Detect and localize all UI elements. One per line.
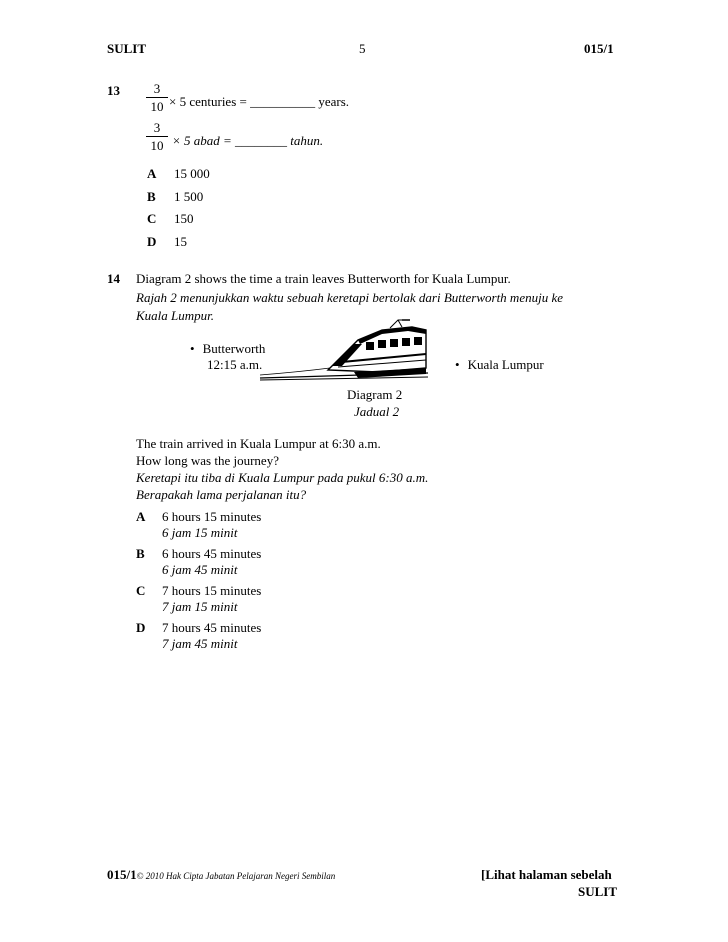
q13-english-line: × 5 centuries = __________ years. — [169, 94, 350, 109]
option-letter: C — [147, 211, 157, 226]
q14-question-malay-1: Keretapi itu tiba di Kuala Lumpur pada pukul 6:30 a.m. — [136, 470, 429, 485]
option-letter: B — [147, 189, 156, 204]
q14-stem-english: Diagram 2 shows the time a train leaves Butterworth for Kuala Lumpur. — [136, 271, 511, 286]
option-malay: 7 jam 45 minit — [162, 636, 238, 651]
q13-fraction-1 — [146, 81, 168, 114]
q14-question-english-1: The train arrived in Kuala Lumpur at 6:30 a.m. — [136, 436, 381, 451]
option-text: 15 — [174, 234, 187, 249]
option-text: 150 — [174, 211, 194, 226]
butterworth-label — [190, 341, 265, 357]
q13-number: 13 — [107, 83, 120, 98]
header-left: SULIT — [107, 41, 147, 56]
fraction-numerator: 3 — [153, 81, 161, 96]
option-letter: D — [136, 620, 146, 635]
option-english: 7 hours 15 minutes — [162, 583, 262, 598]
option-letter: B — [136, 546, 145, 561]
q14-stem-malay-cont: Kuala Lumpur. — [136, 308, 215, 323]
kuala-lumpur-label — [455, 357, 544, 373]
train-illustration — [258, 318, 430, 384]
option-letter: D — [147, 234, 157, 249]
footer-code: 015/1 — [107, 867, 137, 882]
q14-stem-malay: Rajah 2 menunjukkan waktu sebuah keretapi bertolak dari Butterworth menuju ke — [136, 290, 563, 305]
option-letter: C — [136, 583, 146, 598]
departure-time: 12:15 a.m. — [207, 357, 263, 372]
q14-question-malay-2: Berapakah lama perjalanan itu? — [136, 487, 307, 502]
header-right: 015/1 — [584, 41, 614, 56]
to-city: Kuala Lumpur — [467, 357, 544, 372]
option-text: 15 000 — [174, 166, 210, 181]
footer-sulit: SULIT — [578, 884, 618, 899]
q13-fraction-2 — [146, 120, 168, 153]
option-malay: 6 jam 45 minit — [162, 562, 238, 577]
option-malay: 6 jam 15 minit — [162, 525, 238, 540]
q13-malay-line: × 5 abad = ________ tahun. — [172, 133, 324, 148]
option-malay: 7 jam 15 minit — [162, 599, 238, 614]
footer-next-page: [Lihat halaman sebelah — [481, 867, 612, 882]
option-text: 1 500 — [174, 189, 204, 204]
option-english: 6 hours 15 minutes — [162, 509, 262, 524]
diagram-caption-malay: Jadual 2 — [354, 404, 400, 419]
page-number: 5 — [359, 41, 366, 56]
diagram-caption: Diagram 2 — [347, 387, 403, 402]
from-city: Butterworth — [202, 341, 266, 356]
option-english: 7 hours 45 minutes — [162, 620, 262, 635]
footer-copyright: © 2010 Hak Cipta Jabatan Pelajaran Negeri Sembilan — [136, 871, 336, 881]
fraction-denominator: 10 — [150, 138, 164, 153]
option-english: 6 hours 45 minutes — [162, 546, 262, 561]
option-letter: A — [147, 166, 157, 181]
option-letter: A — [136, 509, 146, 524]
footer-left — [107, 867, 335, 883]
q14-number: 14 — [107, 271, 120, 286]
fraction-numerator: 3 — [153, 120, 161, 135]
q14-question-english-2: How long was the journey? — [136, 453, 279, 468]
fraction-denominator: 10 — [150, 99, 164, 114]
